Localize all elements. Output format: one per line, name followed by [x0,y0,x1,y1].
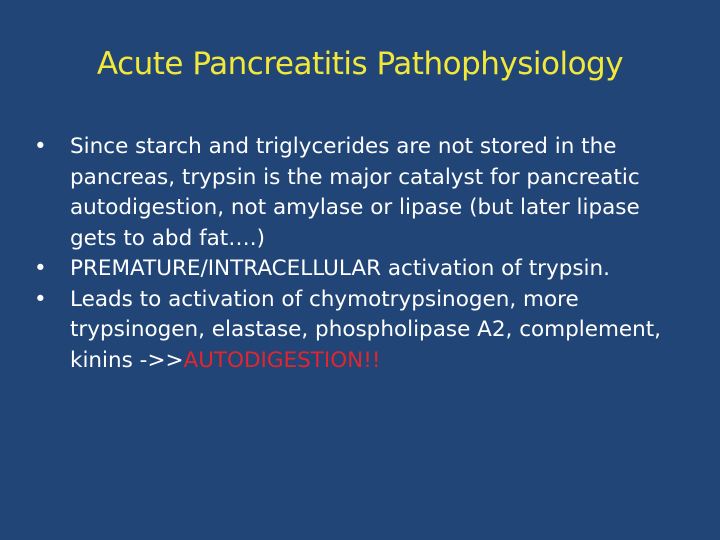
bullet-item-2 [34,254,684,285]
bullet-text-1: Since starch and triglycerides are not stored in the pancreas, trypsin is the major catalyst for pancreatic autodigestion, not amylase or lipase (but later lipase gets to abd fat….) [70,134,640,251]
autodigestion-highlight: AUTODIGESTION!! [183,347,381,373]
bullet-dot-icon: • [34,286,47,312]
bullet-list [34,132,684,376]
bullet-text-2: PREMATURE/INTRACELLULAR activation of trypsin. [70,256,610,281]
bullet-item-3 [34,285,684,377]
bullet-dot-icon: • [34,256,47,281]
bullet-dot-icon: • [34,134,47,159]
bullet-text-3: Leads to activation of chymotrypsinogen, more trypsinogen, elastase, phospholipase A2, complement, kinins ->> [70,286,662,373]
bullet-item-1 [34,132,684,254]
slide-title: Acute Pancreatitis Pathophysiology [96,46,624,82]
